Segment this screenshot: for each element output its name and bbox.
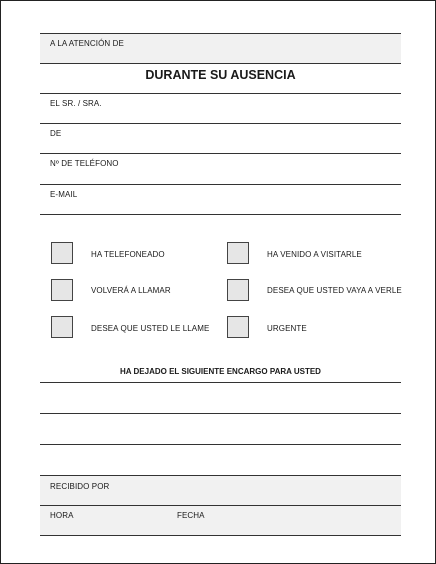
- divider: [40, 475, 401, 476]
- form-title: DURANTE SU AUSENCIA: [145, 68, 296, 82]
- received-by-label: RECIBIDO POR: [50, 482, 110, 491]
- divider: [40, 535, 401, 536]
- checkbox-label-call-them: DESEA QUE USTED LE LLAME: [91, 324, 210, 333]
- checkbox-visited[interactable]: [227, 242, 249, 264]
- checkbox-will-call-back[interactable]: [51, 279, 73, 301]
- attention-band: [40, 33, 401, 63]
- field-label-name: EL SR. / SRA.: [50, 99, 102, 108]
- checkbox-label-visit-them: DESEA QUE USTED VAYA A VERLE: [267, 286, 402, 295]
- field-label-phone: Nº DE TELÉFONO: [50, 159, 119, 168]
- checkbox-label-urgent: URGENTE: [267, 324, 307, 333]
- field-line-name[interactable]: [40, 123, 401, 124]
- field-line-email[interactable]: [40, 214, 401, 215]
- divider: [40, 93, 401, 94]
- attention-label: A LA ATENCIÓN DE: [50, 39, 124, 48]
- divider: [40, 505, 401, 506]
- message-line-2[interactable]: [40, 413, 401, 414]
- divider: [40, 63, 401, 64]
- checkbox-urgent[interactable]: [227, 316, 249, 338]
- time-label: HORA: [50, 511, 74, 520]
- divider: [40, 33, 401, 34]
- field-line-from[interactable]: [40, 153, 401, 154]
- date-label: FECHA: [177, 511, 205, 520]
- checkbox-label-will-call-back: VOLVERÁ A LLAMAR: [91, 286, 171, 295]
- checkbox-call-them[interactable]: [51, 316, 73, 338]
- checkbox-phoned[interactable]: [51, 242, 73, 264]
- message-line-3[interactable]: [40, 444, 401, 445]
- checkbox-label-visited: HA VENIDO A VISITARLE: [267, 250, 362, 259]
- checkbox-visit-them[interactable]: [227, 279, 249, 301]
- message-heading: HA DEJADO EL SIGUIENTE ENCARGO PARA USTED: [120, 367, 321, 376]
- message-line-1[interactable]: [40, 382, 401, 383]
- field-line-phone[interactable]: [40, 184, 401, 185]
- checkbox-label-phoned: HA TELEFONEADO: [91, 250, 165, 259]
- field-label-from: DE: [50, 129, 62, 138]
- field-label-email: E-MAIL: [50, 190, 78, 199]
